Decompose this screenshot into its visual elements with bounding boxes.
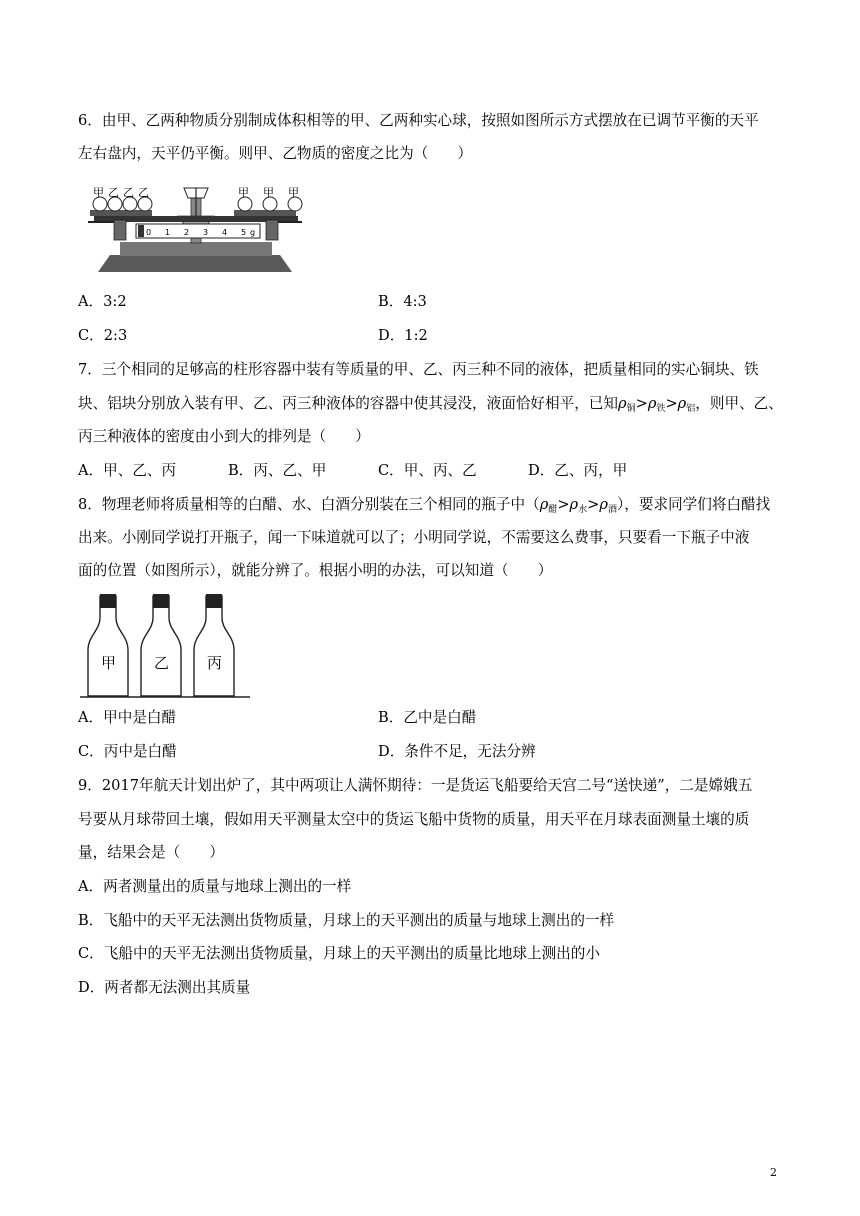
right-ball-label: 甲 — [288, 186, 299, 199]
page-number: 2 — [770, 1166, 777, 1179]
q6-option-a: A．3:2 — [78, 293, 127, 310]
q6-option-d: D．1:2 — [378, 327, 428, 344]
q8-option-a: A．甲中是白醋 — [78, 709, 177, 726]
q8-option-b: B．乙中是白醋 — [378, 709, 477, 726]
q9-option-b: B．飞船中的天平无法测出货物质量，月球上的天平测出的质量与地球上测出的一样 — [78, 912, 615, 929]
q8-option-c: C．丙中是白醋 — [78, 743, 177, 760]
q8-option-d: D．条件不足，无法分辨 — [378, 743, 536, 760]
balance-figure — [80, 180, 310, 275]
q7-stem-line-2: 块、铝块分别放入装有甲、乙、丙三种液体的容器中使其浸没，液面恰好相平，已知$\rho_铜>\rho_铁>\rho_铝$，则甲、乙、 — [78, 395, 783, 414]
right-ball-label: 甲 — [263, 186, 274, 199]
q8-stem-line-1: 8．物理老师将质量相等的白醋、水、白酒分别装在三个相同的瓶子中$(\rho_醋>\rho_水>\rho_酒)$，要求同学们将白醋找 — [78, 496, 771, 515]
q6-option-b: B．4:3 — [378, 293, 427, 310]
scale-tick: 1 — [165, 228, 171, 237]
q8-stem-line-2: 出来。小刚同学说打开瓶子，闻一下味道就可以了；小明同学说，不需要这么费事，只要看一下瓶子中液 — [78, 529, 750, 546]
q7-option-a: A．甲、乙、丙 — [78, 462, 177, 479]
q6-option-c: C．2:3 — [78, 327, 128, 344]
scale-tick: 3 — [203, 228, 209, 237]
q9-stem-line-3: 量，结果会是（ ） — [78, 844, 224, 861]
q9-stem-line-1: 9．2017年航天计划出炉了，其中两项让人满怀期待：一是货运飞船要给天宫二号“送快递”，二是嫦娥五 — [78, 777, 753, 794]
left-ball-label: 乙 — [123, 186, 134, 199]
q9-option-d: D．两者都无法测出其质量 — [78, 979, 251, 996]
q9-option-a: A．两者测量出的质量与地球上测出的一样 — [78, 878, 352, 895]
bottles-figure — [80, 588, 252, 702]
q7-stem-line-1: 7．三个相同的足够高的柱形容器中装有等质量的甲、乙、丙三种不同的液体，把质量相同的实心铜块、铁 — [78, 361, 759, 378]
q7-option-c: C．甲、丙、乙 — [378, 462, 477, 479]
scale-tick: 2 — [184, 228, 190, 237]
bottle-label: 甲 — [101, 654, 117, 672]
q9-stem-line-2: 号要从月球带回土壤，假如用天平测量太空中的货运飞船中货物的质量，用天平在月球表面测量土壤的质 — [78, 811, 750, 828]
bottle-label: 乙 — [154, 654, 170, 672]
scale-tick: 4 — [222, 228, 228, 237]
scale-tick: 5 — [241, 228, 247, 237]
right-ball-label: 甲 — [238, 186, 249, 199]
q7-option-b: B．丙、乙、甲 — [228, 462, 327, 479]
q9-option-c: C．飞船中的天平无法测出货物质量，月球上的天平测出的质量比地球上测出的小 — [78, 945, 600, 962]
q7-stem-line-3: 丙三种液体的密度由小到大的排列是（ ） — [78, 428, 370, 445]
scale-tick: 0 — [146, 228, 152, 237]
q7-option-d: D．乙、丙，甲 — [528, 462, 628, 479]
q6-stem-line-1: 6．由甲、乙两种物质分别制成体积相等的甲、乙两种实心球，按照如图所示方式摆放在已调节平衡的天平 — [78, 112, 759, 129]
left-ball-label: 甲 — [93, 186, 104, 199]
bottle-label: 丙 — [207, 654, 223, 672]
left-ball-label: 乙 — [138, 186, 149, 199]
left-ball-label: 乙 — [108, 186, 119, 199]
q8-stem-line-3: 面的位置（如图所示），就能分辨了。根据小明的办法，可以知道（ ） — [78, 562, 553, 579]
q6-stem-line-2: 左右盘内，天平仍平衡。则甲、乙物质的密度之比为（ ） — [78, 145, 473, 162]
scale-tick: g — [250, 228, 256, 237]
